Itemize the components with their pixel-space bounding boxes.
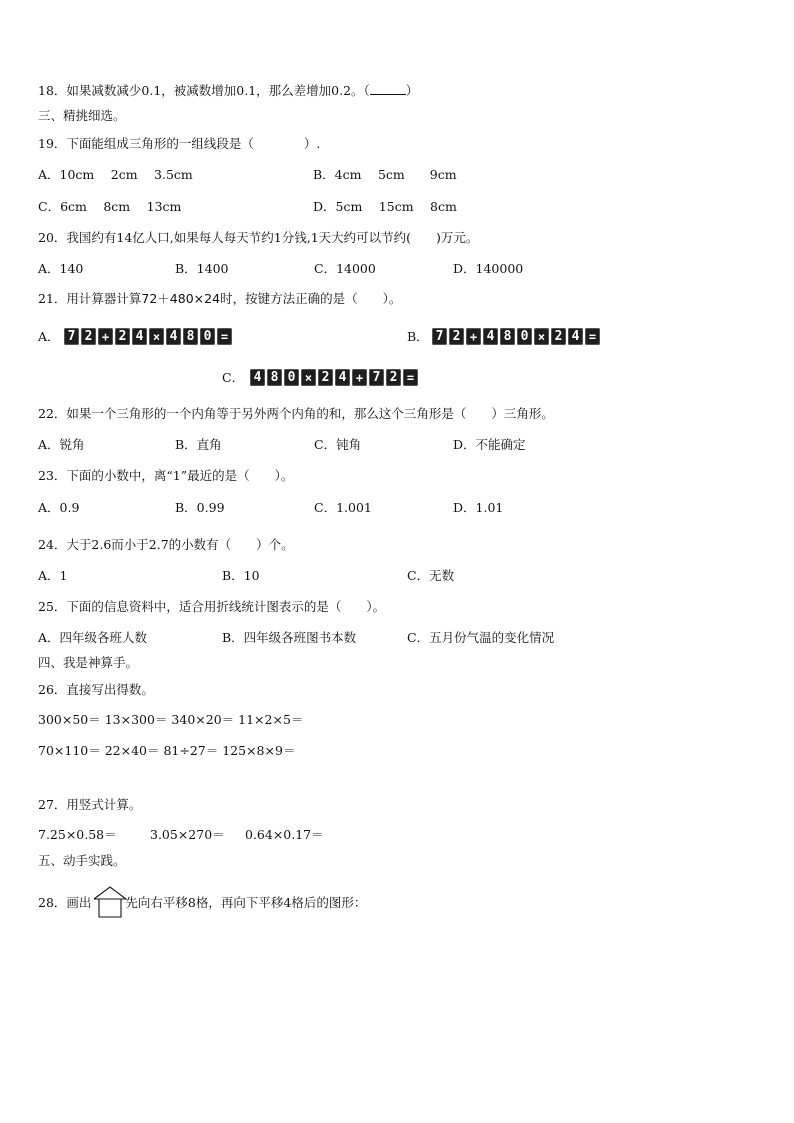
q22-option-b[interactable]: B．直角 [175,437,222,452]
calculator-key-c-8: 2 [386,369,401,386]
question-21-text: 21．用计算器计算 [38,291,142,306]
q24-option-a[interactable]: A．1 [38,568,68,583]
calculator-key-c-2: 0 [284,369,299,386]
calculator-key-b-1: 2 [449,328,464,345]
q21-option-b-label[interactable]: B． [407,329,429,344]
q24-option-c[interactable]: C．无数 [407,568,455,583]
q27-item-1: 7.25×0.58＝ [38,827,117,842]
q19-option-d[interactable]: D．5cm 15cm 8cm [313,199,457,214]
q21-option-c-label[interactable]: C． [222,370,245,385]
calculator-key-c-4: 2 [318,369,333,386]
calculator-key-a-4: 4 [132,328,147,345]
question-27: 27．用竖式计算。 [38,797,142,812]
calculator-key-c-0: 4 [250,369,265,386]
q21-option-a-label[interactable]: A． [38,329,60,344]
calculator-key-b-4: 8 [500,328,515,345]
question-28-text: 28．画出 [38,895,92,910]
question-26: 26．直接写出得数。 [38,682,154,697]
q23-option-b[interactable]: B．0.99 [175,500,225,515]
question-28-text-end: 先向右平移8格，再向下平移4格后的图形： [125,895,367,910]
section-4-title: 四、我是神算手。 [38,655,139,670]
q25-option-a[interactable]: A．四年级各班人数 [38,630,148,645]
calculator-key-a-3: 2 [115,328,130,345]
question-21 [38,291,401,307]
calculator-key-a-5: × [149,328,164,345]
calculator-key-c-1: 8 [267,369,282,386]
q19-option-a[interactable]: A．10cm 2cm 3.5cm [38,167,193,182]
calculator-key-a-7: 8 [183,328,198,345]
q26-row-1: 300×50＝ 13×300＝ 340×20＝ 11×2×5＝ [38,712,304,727]
calculator-key-c-5: 4 [335,369,350,386]
question-28 [38,895,366,911]
section-3-title: 三、精挑细选。 [38,108,126,123]
calculator-key-b-0: 7 [432,328,447,345]
q23-option-c[interactable]: C．1.001 [314,500,372,515]
calculator-key-a-9: = [217,328,232,345]
q20-option-d[interactable]: D．140000 [453,261,524,276]
q27-item-2: 3.05×270＝ [150,827,225,842]
calculator-key-b-6: × [534,328,549,345]
question-24: 24．大于2.6而小于2.7的小数有（ ）个。 [38,537,294,552]
q23-option-d[interactable]: D．1.01 [453,500,504,515]
q20-option-a[interactable]: A．140 [38,261,84,276]
calculator-key-c-3: × [301,369,316,386]
q22-option-c[interactable]: C．钝角 [314,437,362,452]
calculator-key-c-9: = [403,369,418,386]
question-18 [38,83,418,99]
q27-item-3: 0.64×0.17＝ [245,827,324,842]
calculator-key-c-7: 7 [369,369,384,386]
q23-option-a[interactable]: A．0.9 [38,500,80,515]
q22-option-d[interactable]: D．不能确定 [453,437,526,452]
q19-option-b[interactable]: B．4cm 5cm 9cm [313,167,457,182]
question-20: 20．我国约有14亿人口,如果每人每天节约1分钱,1天大约可以节约( )万元。 [38,230,479,245]
q20-option-c[interactable]: C．14000 [314,261,376,276]
calculator-key-a-6: 4 [166,328,181,345]
calculator-key-b-7: 2 [551,328,566,345]
section-5-title: 五、动手实践。 [38,853,126,868]
calculator-key-a-0: 7 [64,328,79,345]
q20-option-b[interactable]: B．1400 [175,261,229,276]
calculator-key-a-1: 2 [81,328,96,345]
q21-option-b-keys[interactable] [432,328,600,345]
calculator-key-c-6: + [352,369,367,386]
question-19: 19．下面能组成三角形的一组线段是（ ）. [38,136,321,151]
question-22: 22．如果一个三角形的一个内角等于另外两个内角的和，那么这个三角形是（ ）三角形。 [38,406,554,421]
calculator-key-a-8: 0 [200,328,215,345]
calculator-key-b-2: + [466,328,481,345]
calculator-key-b-9: = [585,328,600,345]
q25-option-c[interactable]: C．五月份气温的变化情况 [407,630,555,645]
question-21-expression: 72＋480×24 [141,291,221,306]
q21-option-c-keys[interactable] [250,369,418,386]
calculator-key-b-5: 0 [517,328,532,345]
q21-option-a-keys[interactable] [64,328,232,345]
calculator-key-b-8: 4 [568,328,583,345]
q24-option-b[interactable]: B．10 [222,568,260,583]
calculator-key-a-2: + [98,328,113,345]
q19-option-c[interactable]: C．6cm 8cm 13cm [38,199,182,214]
q25-option-b[interactable]: B．四年级各班图书本数 [222,630,357,645]
house-shape-icon [92,885,128,919]
question-23: 23．下面的小数中，离“1”最近的是（ ）。 [38,468,294,483]
question-18-text: 18．如果减数减少0.1，被减数增加0.1，那么差增加0.2。（ [38,83,370,98]
question-21-text-end: 时，按键方法正确的是（ ）。 [220,291,402,306]
question-18-end: ） [405,83,419,98]
answer-blank[interactable] [370,83,406,95]
q26-row-2: 70×110＝ 22×40＝ 81÷27＝ 125×8×9＝ [38,743,296,758]
q22-option-a[interactable]: A．锐角 [38,437,85,452]
calculator-key-b-3: 4 [483,328,498,345]
question-25: 25．下面的信息资料中，适合用折线统计图表示的是（ ）。 [38,599,386,614]
